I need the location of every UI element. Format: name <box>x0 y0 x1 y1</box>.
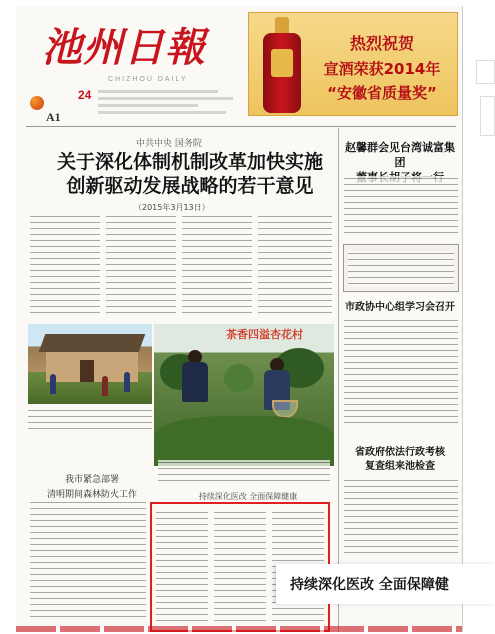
masthead-divider <box>26 126 456 127</box>
page-number: A1 <box>46 110 61 124</box>
newspaper-subtitle: CHIZHOU DAILY <box>108 76 188 83</box>
tea-picking-photo[interactable] <box>154 324 334 454</box>
fire-prevention-line-1: 我市紧急部署 <box>64 475 119 485</box>
newspaper-logo-icon <box>30 96 44 110</box>
lead-headline[interactable] <box>50 150 330 198</box>
zoomed-headline-callout[interactable] <box>276 564 495 604</box>
newspaper-title: 池州日報 <box>42 24 206 71</box>
sidebar-story-2-body <box>344 318 458 426</box>
newspaper-page <box>16 6 462 632</box>
lead-kicker: 中共中央 国务院 <box>136 139 202 149</box>
sidebar-story-2-headline[interactable]: 市政协中心组学习会召开 <box>345 302 455 313</box>
lead-body-column-2 <box>106 214 176 318</box>
healthcare-feature-title[interactable]: 持续深化医改 全面保障健康 <box>198 492 298 501</box>
fire-prevention-headline[interactable] <box>34 472 150 500</box>
adjacent-page-fragment <box>476 60 495 84</box>
liquor-bottle-icon <box>261 17 303 113</box>
masthead <box>16 6 462 126</box>
lead-date: （2015年3月13日） <box>134 203 210 212</box>
feature-intro <box>158 460 330 486</box>
sidebar-story-1-body <box>344 176 458 238</box>
lead-headline-line-1: 关于深化体制机制改革加快实施 <box>56 151 323 173</box>
lead-body-column-4 <box>258 214 332 318</box>
lead-body-column-1 <box>30 214 100 318</box>
liquor-advertisement[interactable] <box>248 12 458 116</box>
sidebar-story-3-body <box>344 478 458 558</box>
ad-line-1: 热烈祝贺 <box>349 34 414 53</box>
lead-headline-line-2: 创新驱动发展战略的若干意见 <box>66 175 314 197</box>
sidebar-notice-box <box>343 244 459 292</box>
ad-text <box>309 31 455 103</box>
village-photo[interactable] <box>28 324 152 404</box>
sidebar-story-3-headline[interactable] <box>340 446 460 474</box>
village-photo-caption <box>28 408 152 432</box>
ad-line-2: 宣酒荣获2014年 <box>323 60 441 78</box>
sidebar-story-3-line-1: 省政府依法行政考核 <box>355 447 445 458</box>
sidebar-story-1-line-1: 赵馨群会见台湾诚富集团 <box>345 141 455 169</box>
footer-strip <box>16 626 462 632</box>
ad-line-3: “安徽省质量奖” <box>327 84 437 102</box>
zoomed-headline-text: 持续深化医改 全面保障健 <box>290 577 449 593</box>
fire-prevention-line-2: 清明期间森林防火工作 <box>46 490 137 500</box>
fire-prevention-body <box>30 500 146 622</box>
photo-feature-title: 茶香四溢杏花村 <box>226 328 303 341</box>
lead-body-column-3 <box>182 214 252 318</box>
masthead-fine-print <box>98 90 238 118</box>
sidebar-story-3-line-2: 复查组来池检查 <box>365 461 435 472</box>
adjacent-page-fragment <box>480 96 495 136</box>
sidebar-divider <box>338 128 339 632</box>
issue-number: 24 <box>78 88 92 102</box>
